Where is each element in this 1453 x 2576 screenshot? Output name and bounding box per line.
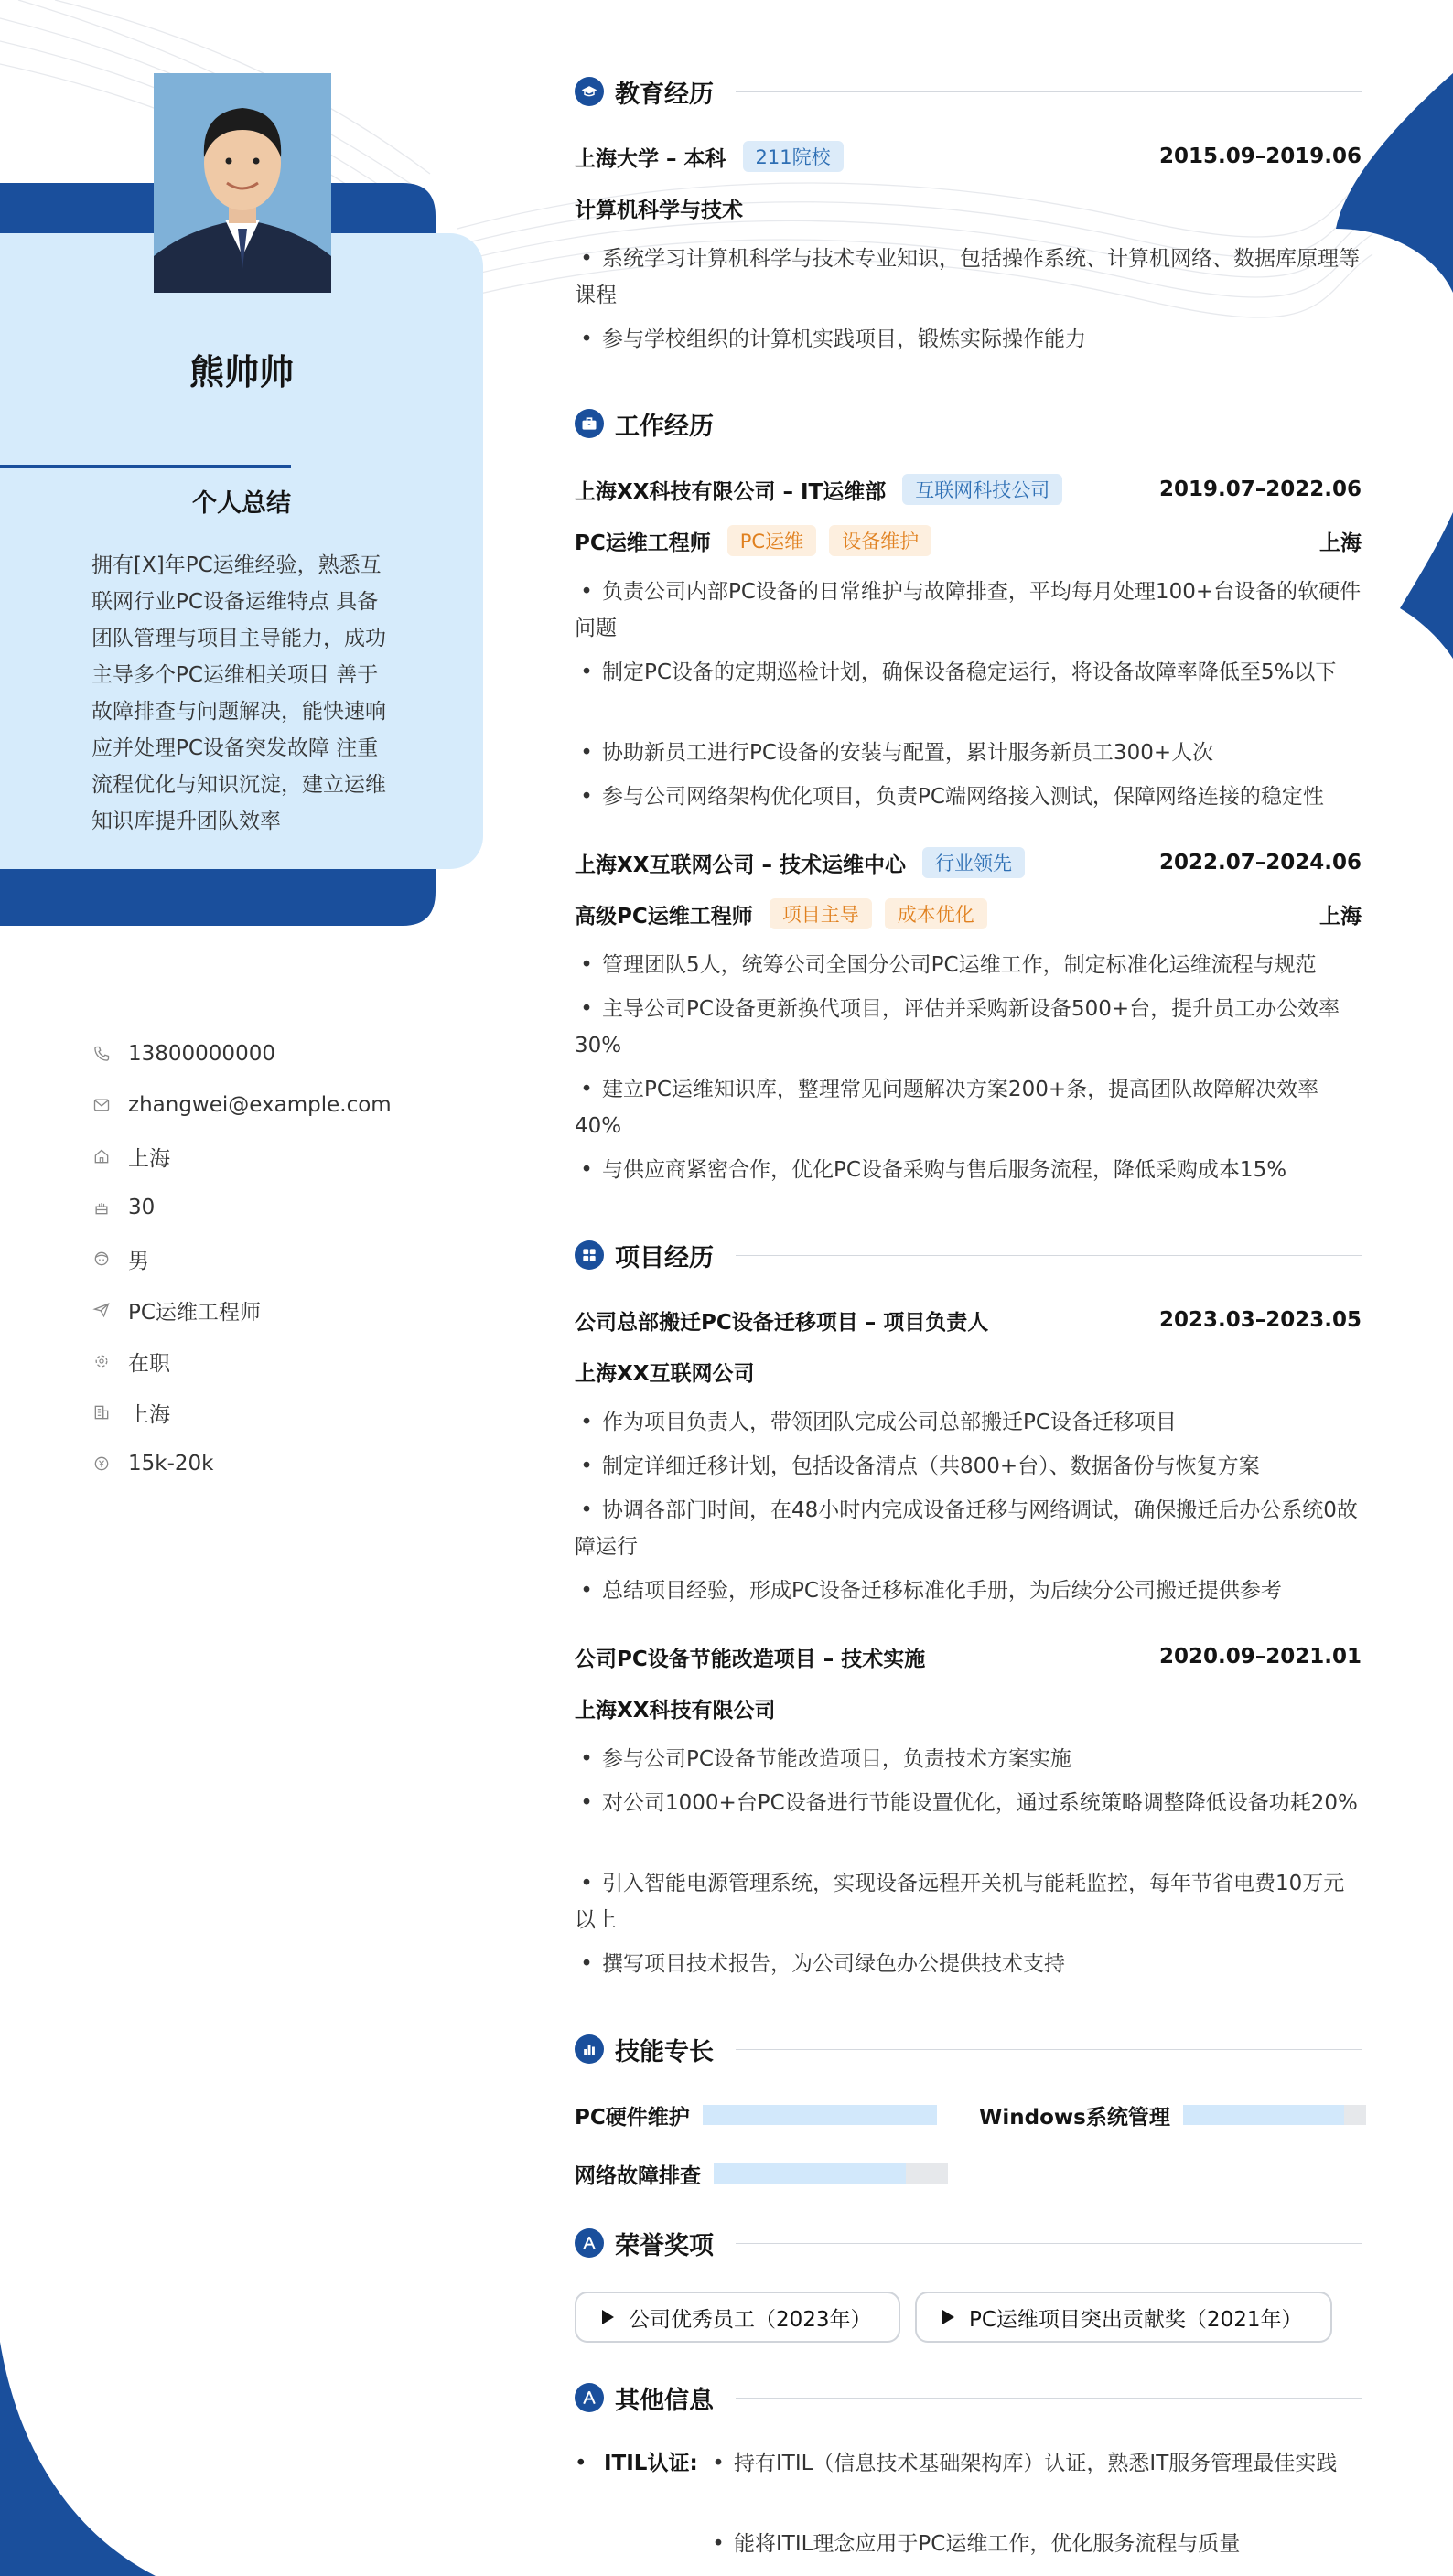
skill-bar-fill [714,2163,906,2184]
section-other [575,2377,1362,2418]
skill-bar [714,2163,948,2184]
major: 计算机科学与技术 [575,198,743,222]
list-item: • 引入智能电源管理系统，实现设备远程开关机与能耗监控，每年节省电费10万元以上 [575,1865,1362,1938]
company-tag: 行业领先 [922,847,1025,878]
section-skills [575,2029,1362,2069]
skill-item [979,2097,1366,2133]
contact-phone [91,1036,457,1072]
contact-text: 在职 [128,1351,170,1376]
list-item: • 撰写项目技术报告，为公司绿色办公提供技术支持 [575,1946,1362,1982]
list-item: • 参与公司网络架构优化项目，负责PC端网络接入测试，保障网络连接的稳定性 [575,778,1362,815]
section-title: 项目经历 [615,1243,714,1272]
skill-name: 网络故障排查 [575,2163,701,2188]
other-key: ITIL认证: [604,2452,698,2475]
job-tag: 项目主导 [770,898,872,929]
list-item: • 管理团队5人，统筹公司全国分公司PC运维工作，制定标准化运维流程与规范 [575,947,1362,983]
list-item: • 持有ITIL（信息技术基础架构库）认证，熟悉IT服务管理最佳实践 [706,2445,1362,2482]
job-position: PC运维工程师 [575,531,711,555]
skill-bar-fill [703,2105,937,2125]
school-tag: 211院校 [743,141,844,172]
list-item: • 参与学校组织的计算机实践项目，锻炼实际操作能力 [575,321,1362,358]
contact-text: 男 [128,1249,149,1273]
award-chip [575,2292,900,2343]
section-education [575,71,1362,112]
contact-job [91,1292,457,1328]
contact-email [91,1087,457,1123]
award-text: PC运维项目突出贡献奖（2021年） [969,2307,1303,2332]
grid-icon [575,1240,604,1270]
skill-bar-fill [1183,2105,1344,2125]
section-divider [736,91,1362,92]
section-awards [575,2223,1362,2263]
bullet-icon: • [575,2452,587,2475]
education-date: 2015.09–2019.06 [1158,145,1362,168]
job-tag: PC运维 [727,525,816,556]
graduation-cap-icon [575,77,604,106]
job-tag: 成本优化 [885,898,987,929]
job-tag: 设备维护 [829,525,931,556]
list-item: • 协助新员工进行PC设备的安装与配置，累计服务新员工300+人次 [575,735,1362,771]
award-icon [575,2228,604,2258]
send-icon [91,1300,112,1320]
section-divider [736,2398,1362,2399]
project-header [575,1638,1362,1675]
job-date: 2019.07–2022.06 [1158,478,1362,501]
play-icon [602,2310,614,2324]
contact-text: 上海 [128,1146,170,1171]
project-org: 上海XX科技有限公司 [575,1698,776,1723]
award-icon [575,2383,604,2412]
job-position: 高级PC运维工程师 [575,904,753,928]
section-title: 教育经历 [615,80,714,109]
school-name: 上海大学 – 本科 [575,146,726,171]
list-item: • 制定PC设备的定期巡检计划，确保设备稳定运行，将设备故障率降低至5%以下 [575,654,1362,691]
project-date: 2020.09–2021.01 [1158,1645,1362,1669]
contact-text: 15k-20k [128,1452,214,1476]
project-name: 公司总部搬迁PC设备迁移项目 – 项目负责人 [575,1310,989,1335]
list-item: • 参与公司PC设备节能改造项目，负责技术方案实施 [575,1741,1362,1777]
salary-icon [91,1454,112,1474]
contact-city [91,1394,457,1431]
person-name: 熊帅帅 [188,352,294,392]
project-org-row [575,1353,1362,1390]
section-divider [736,1255,1362,1256]
mail-icon [91,1095,112,1115]
contact-text: PC运维工程师 [128,1300,261,1325]
education-header [575,138,1362,175]
job-date: 2022.07–2024.06 [1158,851,1362,875]
list-item: • 协调各部门时间，在48小时内完成设备迁移与网络调试，确保搬迁后办公系统0故障运行 [575,1492,1362,1565]
contact-gender [91,1240,457,1277]
list-item: • 负责公司内部PC设备的日常维护与故障排查，平均每月处理100+台设备的软硬件问题 [575,574,1362,647]
list-item: • 与供应商紧密合作，优化PC设备采购与售后服务流程，降低采购成本15% [575,1152,1362,1188]
project-date: 2023.03–2023.05 [1158,1308,1362,1332]
company-tag: 互联网科技公司 [902,474,1062,505]
section-divider [736,2243,1362,2244]
skill-name: PC硬件维护 [575,2105,690,2130]
contact-address [91,1138,457,1175]
contact-text: 上海 [128,1402,170,1427]
job-city: 上海 [1319,904,1362,928]
list-item: • 对公司1000+台PC设备进行节能设置优化，通过系统策略调整降低设备功耗20% [575,1785,1362,1821]
skill-item [575,2097,937,2133]
job-position-row [575,522,1362,559]
contact-salary [91,1445,457,1482]
section-work [575,403,1362,444]
section-title: 荣誉奖项 [615,2231,714,2260]
contact-text: 30 [128,1196,156,1219]
company-name: 上海XX科技有限公司 – IT运维部 [575,479,887,504]
project-name: 公司PC设备节能改造项目 – 技术实施 [575,1647,926,1671]
summary-text: 拥有[X]年PC运维经验，熟悉互联网行业PC设备运维特点 具备团队管理与项目主导能力，成功主导多个PC运维相关项目 善于故障排查与问题解决，能快速响应并处理PC设备突发故障 注重流程优化与知识沉淀，建立运维知识库提升团队效率 [91,553,386,833]
list-item: • 建立PC运维知识库，整理常见问题解决方案200+条，提高团队故障解决效率40% [575,1071,1362,1144]
skill-bar [1183,2105,1366,2125]
play-icon [942,2310,954,2324]
project-header [575,1302,1362,1338]
avatar [154,73,331,293]
list-item: • 能将ITIL理念应用于PC运维工作，优化服务流程与质量 [706,2526,1362,2562]
section-divider [736,2049,1362,2050]
skill-name: Windows系统管理 [979,2105,1170,2130]
bar-chart-icon [575,2034,604,2064]
cake-icon [91,1197,112,1218]
section-title: 其他信息 [615,2386,714,2415]
list-item: • 系统学习计算机科学与技术专业知识，包括操作系统、计算机网络、数据库原理等课程 [575,241,1362,314]
skill-item [575,2155,948,2192]
contact-text: 13800000000 [128,1042,275,1066]
skill-bar [703,2105,937,2125]
award-chip [915,2292,1332,2343]
contact-text: zhangwei@example.com [128,1093,392,1117]
summary-divider [0,465,291,468]
company-name: 上海XX互联网公司 – 技术运维中心 [575,853,906,877]
job-header [575,844,1362,881]
job-header [575,471,1362,508]
phone-icon [91,1044,112,1064]
building-icon [91,1402,112,1422]
summary-title: 个人总结 [192,489,291,518]
contact-status [91,1343,457,1379]
list-item: • 主导公司PC设备更新换代项目，评估并采购新设备500+台，提升员工办公效率30% [575,991,1362,1064]
job-city: 上海 [1319,531,1362,555]
home-icon [91,1146,112,1166]
list-item: • 制定详细迁移计划，包括设备清点（共800+台）、数据备份与恢复方案 [575,1448,1362,1485]
briefcase-icon [575,409,604,438]
job-position-row [575,896,1362,932]
status-icon [91,1351,112,1371]
section-title: 工作经历 [615,412,714,441]
list-item: • 作为项目负责人，带领团队完成公司总部搬迁PC设备迁移项目 [575,1404,1362,1441]
project-org-row [575,1690,1362,1726]
list-item: • 总结项目经验，形成PC设备迁移标准化手册，为后续分公司搬迁提供参考 [575,1572,1362,1609]
section-title: 技能专长 [615,2037,714,2066]
gender-icon [91,1249,112,1269]
section-projects [575,1235,1362,1275]
contact-age [91,1189,457,1226]
education-major-row [575,189,1362,226]
project-org: 上海XX互联网公司 [575,1361,755,1386]
award-text: 公司优秀员工（2023年） [629,2307,872,2332]
